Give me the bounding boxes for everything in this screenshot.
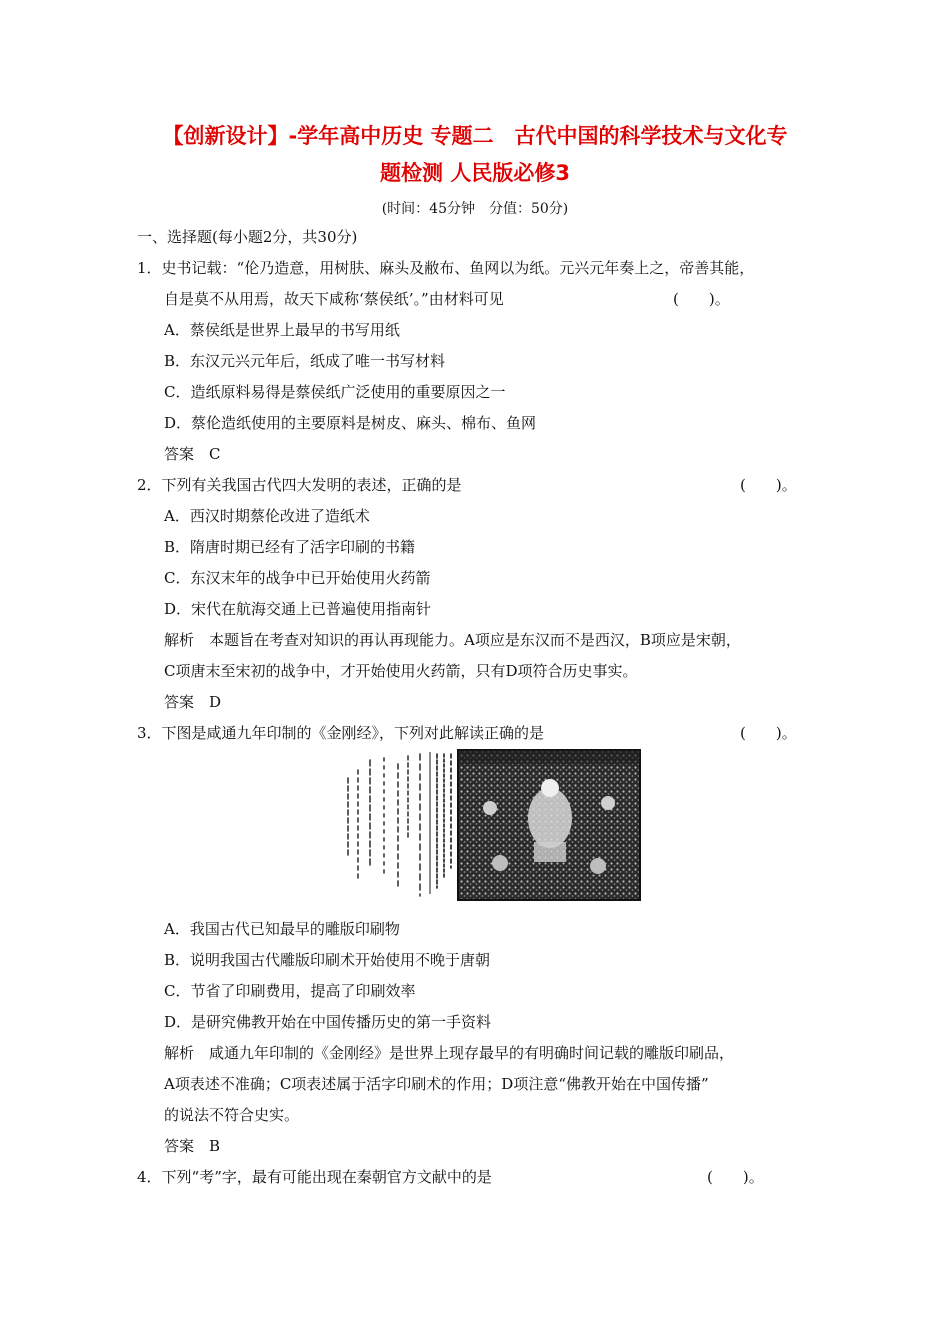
q1-stem-line2: 自是莫不从用焉，故天下咸称‘蔡侯纸’。”由材料可见 — [164, 290, 504, 308]
q3-analysis-line3: 的说法不符合史实。 — [164, 1106, 300, 1124]
q3-option-a: A．我国古代已知最早的雕版印刷物 — [164, 920, 400, 938]
q2-stem: 2．下列有关我国古代四大发明的表述，正确的是 — [137, 476, 462, 494]
q2-answer: 答案 D — [164, 693, 222, 711]
section-heading: 一、选择题(每小题2分，共30分) — [137, 228, 358, 246]
q3-answer: 答案 B — [164, 1137, 221, 1155]
q3-option-c: C．节省了印刷费用，提高了印刷效率 — [164, 982, 416, 1000]
q2-option-b: B．隋唐时期已经有了活字印刷的书籍 — [164, 538, 416, 556]
q3-analysis-line2: A项表述不准确；C项表述属于活字印刷术的作用；D项注意“佛教开始在中国传播” — [164, 1075, 709, 1093]
document-title-line1: 【创新设计】-学年高中历史 专题二 古代中国的科学技术与文化专 — [162, 124, 788, 148]
diamond-sutra-print-image — [340, 748, 642, 904]
q2-option-d: D．宋代在航海交通上已普遍使用指南针 — [164, 600, 432, 618]
q3-answer-blank: ( )。 — [740, 724, 797, 742]
document-title-line2: 题检测 人民版必修3 — [380, 161, 570, 185]
q3-analysis-line1: 解析 咸通九年印制的《金刚经》是世界上现存最早的有明确时间记载的雕版印刷品， — [164, 1044, 735, 1062]
diamond-sutra-illustration — [340, 748, 642, 904]
q1-answer: 答案 C — [164, 445, 221, 463]
q1-option-c: C．造纸原料易得是蔡侯纸广泛使用的重要原因之一 — [164, 383, 506, 401]
q2-answer-blank: ( )。 — [740, 476, 797, 494]
q3-option-d: D．是研究佛教开始在中国传播历史的第一手资料 — [164, 1013, 492, 1031]
q1-option-a: A．蔡侯纸是世界上最早的书写用纸 — [164, 321, 400, 339]
q2-option-c: C．东汉末年的战争中已开始使用火药箭 — [164, 569, 431, 587]
q1-answer-blank: ( )。 — [673, 290, 730, 308]
q1-option-b: B．东汉元兴元年后，纸成了唯一书写材料 — [164, 352, 446, 370]
exam-meta: (时间：45分钟 分值：50分) — [381, 201, 569, 217]
q1-option-d: D．蔡伦造纸使用的主要原料是树皮、麻头、棉布、鱼网 — [164, 414, 537, 432]
q2-option-a: A．西汉时期蔡伦改进了造纸术 — [164, 507, 370, 525]
q4-stem: 4．下列“考”字，最有可能出现在秦朝官方文献中的是 — [137, 1168, 492, 1186]
q3-stem: 3．下图是咸通九年印制的《金刚经》，下列对此解读正确的是 — [137, 724, 545, 742]
q1-stem-line1: 1．史书记载：“伦乃造意，用树肤、麻头及敝布、鱼网以为纸。元兴元年奏上之，帝善其能， — [137, 259, 755, 277]
q2-analysis-line1: 解析 本题旨在考查对知识的再认再现能力。A项应是东汉而不是西汉，B项应是宋朝， — [164, 631, 741, 649]
q3-option-b: B．说明我国古代雕版印刷术开始使用不晚于唐朝 — [164, 951, 491, 969]
q2-analysis-line2: C项唐末至宋初的战争中，才开始使用火药箭，只有D项符合历史事实。 — [164, 662, 638, 680]
q4-answer-blank: ( )。 — [707, 1168, 764, 1186]
